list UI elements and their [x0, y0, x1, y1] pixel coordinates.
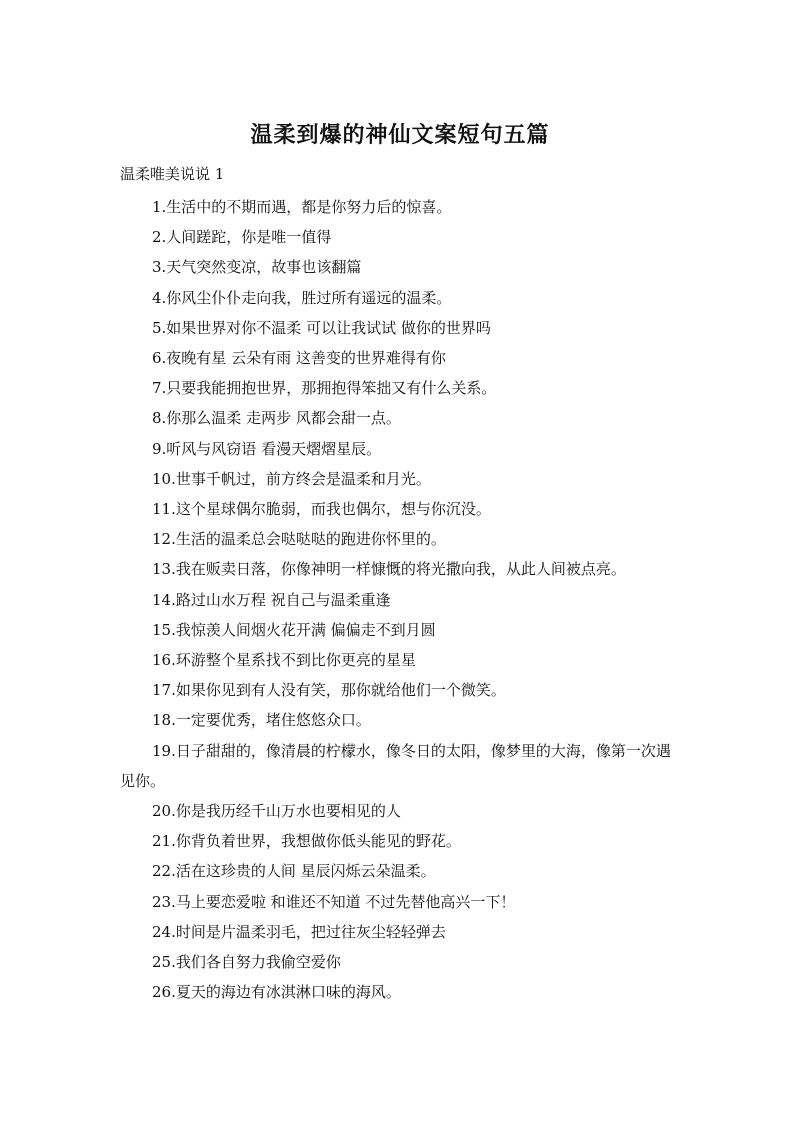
- list-item: 18.一定要优秀，堵住悠悠众口。: [152, 711, 371, 730]
- list-item: 13.我在贩卖日落，你像神明一样慷慨的将光撒向我，从此人间被点亮。: [152, 560, 626, 579]
- list-item: 15.我惊羡人间烟火花开满 偏偏走不到月圆: [152, 620, 436, 639]
- list-item: 21.你背负着世界，我想做你低头能见的野花。: [152, 832, 461, 851]
- list-item: 23.马上要恋爱啦 和谁还不知道 不过先替他高兴一下！: [152, 892, 516, 911]
- list-item: 2.人间蹉跎，你是唯一值得: [152, 228, 332, 247]
- list-item: 5.如果世界对你不温柔 可以让我试试 做你的世界吗: [152, 318, 491, 337]
- document-title: 温柔到爆的神仙文案短句五篇: [250, 123, 550, 148]
- list-item: 25.我们各自努力我偷空爱你: [152, 953, 341, 972]
- list-item: 8.你那么温柔 走两步 风都会甜一点。: [152, 409, 401, 428]
- list-item: 7.只要我能拥抱世界，那拥抱得笨拙又有什么关系。: [152, 379, 497, 398]
- list-item: 22.活在这珍贵的人间 星辰闪烁云朵温柔。: [152, 862, 436, 881]
- list-item: 16.环游整个星系找不到比你更亮的星星: [152, 651, 416, 670]
- list-item: 17.如果你见到有人没有笑，那你就给他们一个微笑。: [152, 681, 506, 700]
- section-heading: 温柔唯美说说 1: [120, 165, 225, 183]
- list-item: 1.生活中的不期而遇，都是你努力后的惊喜。: [152, 198, 452, 216]
- list-item: 10.世事千帆过，前方终会是温柔和月光。: [152, 469, 431, 488]
- list-item: 24.时间是片温柔羽毛，把过往灰尘轻轻弹去: [152, 922, 446, 941]
- list-item: 12.生活的温柔总会哒哒哒的跑进你怀里的。: [152, 530, 446, 549]
- list-item: 11.这个星球偶尔脆弱，而我也偶尔，想与你沉没。: [152, 500, 491, 519]
- list-item: 19.日子甜甜的，像清晨的柠檬水，像冬日的太阳，像梦里的大海，像第一次遇见你。: [120, 741, 671, 790]
- list-item: 26.夏天的海边有冰淇淋口味的海风。: [152, 983, 401, 1002]
- list-item: 3.天气突然变凉，故事也该翻篇: [152, 258, 362, 277]
- list-item: 6.夜晚有星 云朵有雨 这善变的世界难得有你: [152, 349, 446, 368]
- list-item: 9.听风与风窃语 看漫天熠熠星辰。: [152, 439, 382, 458]
- list-item: 14.路过山水万程 祝自己与温柔重逢: [152, 590, 391, 609]
- list-item: 4.你风尘仆仆走向我，胜过所有遥远的温柔。: [152, 288, 452, 307]
- quote-list: [120, 192, 680, 1007]
- list-item: 20.你是我历经千山万水也要相见的人: [152, 802, 401, 821]
